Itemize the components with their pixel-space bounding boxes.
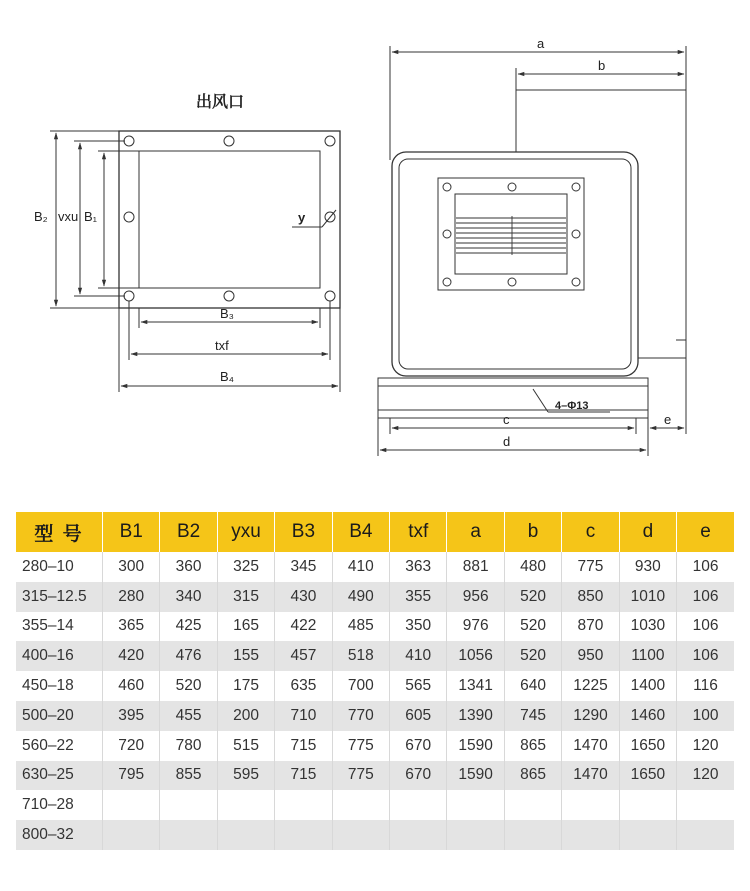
table-cell: 520 xyxy=(504,612,561,642)
table-cell: 395 xyxy=(103,701,160,731)
table-cell: 976 xyxy=(447,612,504,642)
model-cell: 280–10 xyxy=(16,552,103,582)
flange-opening-rect xyxy=(139,151,320,288)
table-cell: 950 xyxy=(562,641,619,671)
fan-side-view-drawing xyxy=(378,36,686,456)
c-label: c xyxy=(503,412,510,427)
header-cell: b xyxy=(504,512,561,552)
table-cell: 1470 xyxy=(562,731,619,761)
table-cell xyxy=(390,820,447,850)
header-cell: txf xyxy=(390,512,447,552)
model-cell: 400–16 xyxy=(16,641,103,671)
table-cell xyxy=(160,820,217,850)
header-cell: B4 xyxy=(332,512,389,552)
table-cell: 425 xyxy=(160,612,217,642)
table-cell: 520 xyxy=(504,641,561,671)
b2-label: B₂ xyxy=(34,209,48,224)
table-cell: 795 xyxy=(103,761,160,791)
table-cell: 106 xyxy=(677,612,734,642)
table-cell: 640 xyxy=(504,671,561,701)
table-cell: 930 xyxy=(619,552,676,582)
table-cell xyxy=(562,820,619,850)
vxu-label: vxu xyxy=(58,209,79,224)
table-cell: 605 xyxy=(390,701,447,731)
table-cell: 855 xyxy=(160,761,217,791)
table-cell: 700 xyxy=(332,671,389,701)
table-cell xyxy=(390,790,447,820)
table-cell xyxy=(619,820,676,850)
header-cell: c xyxy=(562,512,619,552)
table-row xyxy=(16,612,734,642)
table-cell: 1460 xyxy=(619,701,676,731)
table-cell: 175 xyxy=(217,671,274,701)
table-row xyxy=(16,790,734,820)
table-cell xyxy=(447,820,504,850)
table-cell xyxy=(275,790,332,820)
table-cell: 430 xyxy=(275,582,332,612)
model-cell: 800–32 xyxy=(16,820,103,850)
table-cell: 365 xyxy=(103,612,160,642)
table-cell: 460 xyxy=(103,671,160,701)
table-row xyxy=(16,552,734,582)
table-row xyxy=(16,761,734,791)
table-cell: 410 xyxy=(390,641,447,671)
table-cell: 670 xyxy=(390,731,447,761)
table-row xyxy=(16,582,734,612)
table-cell: 775 xyxy=(332,731,389,761)
spec-table xyxy=(16,512,734,850)
table-cell: 363 xyxy=(390,552,447,582)
table-cell: 300 xyxy=(103,552,160,582)
table-cell xyxy=(504,790,561,820)
table-cell: 345 xyxy=(275,552,332,582)
model-cell: 450–18 xyxy=(16,671,103,701)
table-cell: 1400 xyxy=(619,671,676,701)
table-cell: 775 xyxy=(332,761,389,791)
model-cell: 710–28 xyxy=(16,790,103,820)
table-row xyxy=(16,641,734,671)
table-cell: 106 xyxy=(677,582,734,612)
table-cell: 770 xyxy=(332,701,389,731)
table-cell: 120 xyxy=(677,761,734,791)
table-cell: 485 xyxy=(332,612,389,642)
table-cell: 106 xyxy=(677,552,734,582)
table-cell xyxy=(275,820,332,850)
table-cell: 865 xyxy=(504,761,561,791)
table-cell: 200 xyxy=(217,701,274,731)
table-cell: 1390 xyxy=(447,701,504,731)
table-cell: 956 xyxy=(447,582,504,612)
flange-outer-rect xyxy=(119,131,340,308)
outlet-flange-drawing xyxy=(34,92,340,392)
table-cell: 360 xyxy=(160,552,217,582)
table-cell: 515 xyxy=(217,731,274,761)
table-cell xyxy=(217,790,274,820)
table-cell: 455 xyxy=(160,701,217,731)
table-cell: 355 xyxy=(390,582,447,612)
b3-label: B₃ xyxy=(220,306,234,321)
table-cell: 1590 xyxy=(447,761,504,791)
table-cell xyxy=(619,790,676,820)
table-cell xyxy=(217,820,274,850)
table-cell: 720 xyxy=(103,731,160,761)
table-row xyxy=(16,820,734,850)
model-cell: 560–22 xyxy=(16,731,103,761)
table-cell: 116 xyxy=(677,671,734,701)
table-cell: 1056 xyxy=(447,641,504,671)
table-cell: 565 xyxy=(390,671,447,701)
table-cell: 1100 xyxy=(619,641,676,671)
table-cell: 1225 xyxy=(562,671,619,701)
table-cell: 1650 xyxy=(619,731,676,761)
b-label: b xyxy=(598,58,606,73)
table-cell: 870 xyxy=(562,612,619,642)
header-cell: d xyxy=(619,512,676,552)
table-cell xyxy=(677,820,734,850)
table-cell: 520 xyxy=(160,671,217,701)
table-cell: 340 xyxy=(160,582,217,612)
model-cell: 315–12.5 xyxy=(16,582,103,612)
table-cell: 715 xyxy=(275,761,332,791)
y-label: y xyxy=(298,210,306,225)
table-cell xyxy=(504,820,561,850)
header-cell: a xyxy=(447,512,504,552)
table-cell: 120 xyxy=(677,731,734,761)
model-cell: 355–14 xyxy=(16,612,103,642)
table-cell: 595 xyxy=(217,761,274,791)
table-cell xyxy=(677,790,734,820)
header-cell: yxu xyxy=(217,512,274,552)
table-cell xyxy=(332,820,389,850)
outlet-title: 出风口 xyxy=(196,94,245,111)
table-cell: 670 xyxy=(390,761,447,791)
table-cell: 280 xyxy=(103,582,160,612)
table-cell xyxy=(160,790,217,820)
table-cell: 1030 xyxy=(619,612,676,642)
table-cell: 635 xyxy=(275,671,332,701)
table-cell: 850 xyxy=(562,582,619,612)
table-cell: 1010 xyxy=(619,582,676,612)
table-cell: 1590 xyxy=(447,731,504,761)
table-cell: 715 xyxy=(275,731,332,761)
table-cell: 1341 xyxy=(447,671,504,701)
table-cell: 350 xyxy=(390,612,447,642)
holes-label: 4–Φ13 xyxy=(555,400,589,412)
table-cell: 420 xyxy=(103,641,160,671)
fan-body xyxy=(392,152,638,376)
table-cell xyxy=(103,790,160,820)
a-label: a xyxy=(537,36,545,51)
table-row xyxy=(16,671,734,701)
table-cell: 480 xyxy=(504,552,561,582)
table-row xyxy=(16,731,734,761)
d-label: d xyxy=(503,434,511,449)
table-cell: 1290 xyxy=(562,701,619,731)
table-cell: 106 xyxy=(677,641,734,671)
b1-label: B₁ xyxy=(84,209,98,224)
table-cell: 165 xyxy=(217,612,274,642)
b4-label: B₄ xyxy=(220,369,234,384)
header-cell: B2 xyxy=(160,512,217,552)
table-cell: 710 xyxy=(275,701,332,731)
table-cell: 1470 xyxy=(562,761,619,791)
spec-table-body xyxy=(16,552,734,850)
table-cell: 745 xyxy=(504,701,561,731)
table-cell: 775 xyxy=(562,552,619,582)
table-cell: 100 xyxy=(677,701,734,731)
header-cell: e xyxy=(677,512,734,552)
table-cell: 1650 xyxy=(619,761,676,791)
table-cell: 325 xyxy=(217,552,274,582)
table-cell: 457 xyxy=(275,641,332,671)
table-cell: 490 xyxy=(332,582,389,612)
table-cell xyxy=(332,790,389,820)
table-cell: 520 xyxy=(504,582,561,612)
table-cell: 476 xyxy=(160,641,217,671)
table-cell: 422 xyxy=(275,612,332,642)
header-cell: B3 xyxy=(275,512,332,552)
table-cell: 881 xyxy=(447,552,504,582)
table-cell: 315 xyxy=(217,582,274,612)
header-cell: 型 号 xyxy=(16,512,103,552)
spec-table-header-row xyxy=(16,512,734,552)
model-cell: 500–20 xyxy=(16,701,103,731)
e-label: e xyxy=(664,412,672,427)
table-cell: 865 xyxy=(504,731,561,761)
model-cell: 630–25 xyxy=(16,761,103,791)
txf-label: txf xyxy=(215,338,229,353)
header-cell: B1 xyxy=(103,512,160,552)
table-cell xyxy=(447,790,504,820)
table-cell: 410 xyxy=(332,552,389,582)
table-cell: 518 xyxy=(332,641,389,671)
table-cell: 780 xyxy=(160,731,217,761)
table-row xyxy=(16,701,734,731)
table-cell: 155 xyxy=(217,641,274,671)
holes-leader-slash xyxy=(533,389,548,412)
table-cell xyxy=(562,790,619,820)
table-cell xyxy=(103,820,160,850)
